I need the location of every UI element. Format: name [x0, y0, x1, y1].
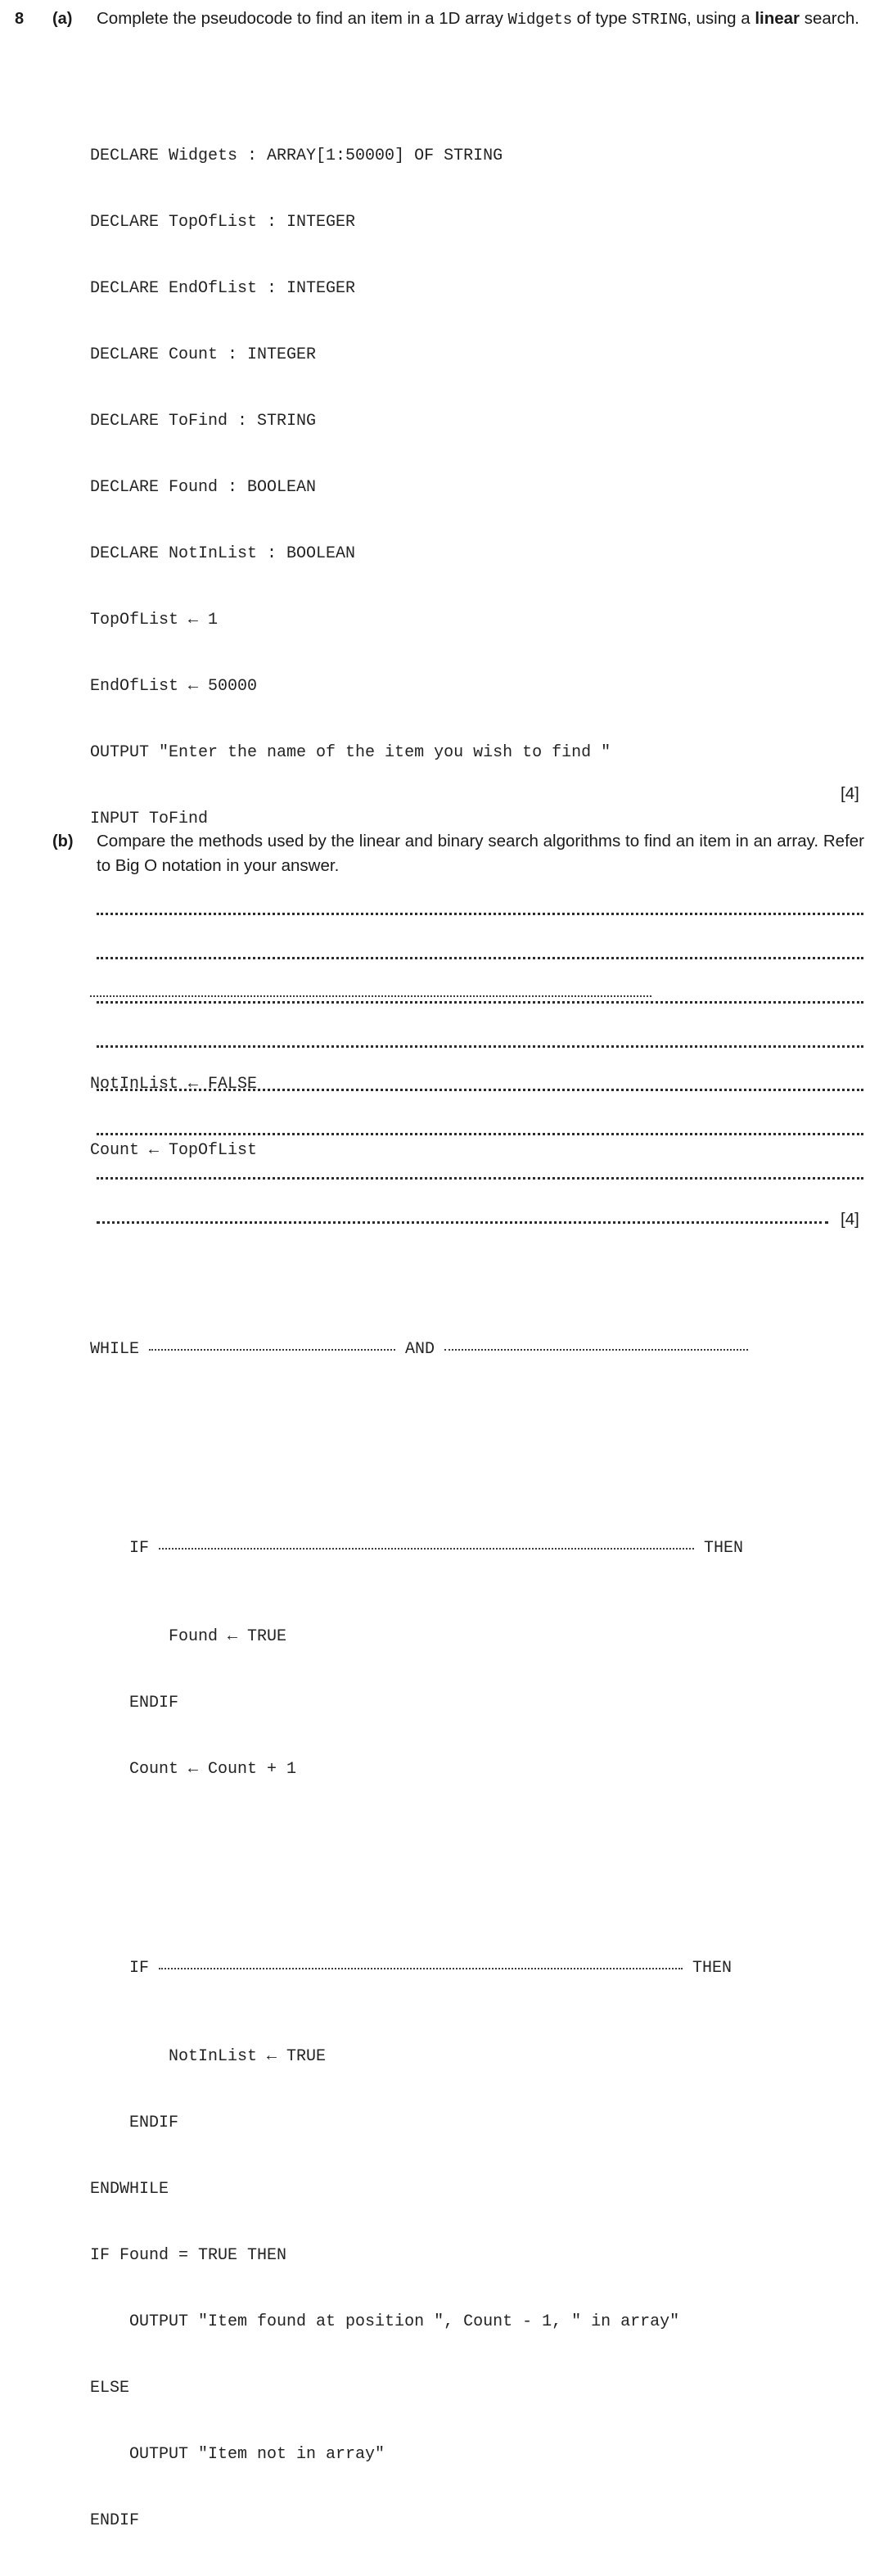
code-line: Count ← TopOfList [90, 1141, 258, 1160]
pseudocode-block [90, 79, 748, 2576]
code-line: Count ← Count + 1 [90, 1760, 297, 1779]
answer-line[interactable] [97, 913, 863, 915]
if-condition-row-2 [90, 1957, 748, 1979]
code-line: ENDIF [90, 2114, 179, 2132]
code-line: Found ← TRUE [90, 1627, 287, 1646]
code-line: ENDIF [90, 2511, 140, 2530]
data-type-code: STRING [631, 11, 687, 29]
code-spacer [90, 1228, 748, 1250]
code-line: DECLARE Found : BOOLEAN [90, 478, 317, 497]
part-b-question-text: Compare the methods used by the linear and binary search algorithms to find an item in an array. Refer to Big O notation in your answer. [97, 832, 864, 875]
while-condition-row [90, 1338, 748, 1360]
code-line: DECLARE ToFind : STRING [90, 412, 317, 431]
code-line: OUTPUT "Item not in array" [90, 2445, 385, 2464]
answer-blank-if-2[interactable] [159, 1968, 683, 1969]
answer-line[interactable] [97, 957, 863, 959]
code-line: ELSE [90, 2379, 130, 2398]
answer-line[interactable] [97, 1089, 863, 1091]
search-type-emphasis: linear [755, 9, 800, 28]
answer-line[interactable] [97, 1001, 863, 1004]
code-line: TopOfList ← 1 [90, 611, 219, 629]
code-line: DECLARE NotInList : BOOLEAN [90, 544, 356, 563]
answer-blank-while-2[interactable] [444, 1349, 748, 1351]
code-line: NotInList ← FALSE [90, 1075, 258, 1094]
and-keyword: AND [395, 1340, 445, 1359]
code-line: ENDIF [90, 1694, 179, 1712]
code-line: IF Found = TRUE THEN [90, 2246, 287, 2265]
code-spacer [90, 1427, 748, 1449]
answer-line[interactable] [97, 1045, 863, 1048]
part-a-marks: [4] [841, 784, 859, 803]
answer-blank-1[interactable] [90, 995, 651, 997]
if-condition-row-1 [90, 1537, 748, 1559]
code-line: DECLARE Count : INTEGER [90, 345, 317, 364]
part-b-label: (b) [52, 832, 74, 850]
part-a-text-segment-1: Complete the pseudocode to find an item in a 1D array [97, 9, 508, 28]
code-spacer [90, 918, 748, 941]
code-line: INPUT ToFind [90, 810, 209, 828]
answer-line[interactable] [97, 1177, 863, 1180]
code-line: ENDWHILE [90, 2180, 169, 2199]
code-spacer [90, 1847, 748, 1869]
then-keyword: THEN [694, 1539, 744, 1558]
code-line: DECLARE TopOfList : INTEGER [90, 213, 356, 232]
code-line: NotInList ← TRUE [90, 2047, 327, 2066]
part-a-label: (a) [52, 10, 73, 28]
part-a-text-segment-3: , using a [687, 9, 755, 28]
part-a-text-segment-4: search. [800, 9, 859, 28]
while-keyword: WHILE [90, 1340, 150, 1359]
code-line: EndOfList ← 50000 [90, 677, 258, 696]
if-keyword: IF [90, 1539, 160, 1558]
code-line: DECLARE EndOfList : INTEGER [90, 279, 356, 298]
code-line: OUTPUT "Item found at position ", Count - 1, " in array" [90, 2312, 680, 2331]
answer-line[interactable] [97, 1133, 863, 1135]
answer-blank-if-1[interactable] [159, 1548, 694, 1550]
array-name-code: Widgets [507, 11, 572, 29]
part-b-marks: [4] [841, 1210, 859, 1229]
code-line: DECLARE Widgets : ARRAY[1:50000] OF STRING [90, 147, 503, 165]
question-number: 8 [15, 10, 25, 28]
part-a-text-segment-2: of type [571, 9, 632, 28]
part-a-question-text [97, 7, 864, 32]
answer-blank-while-1[interactable] [149, 1349, 395, 1351]
if-keyword: IF [90, 1959, 160, 1978]
code-line: OUTPUT "Enter the name of the item you wish to find " [90, 743, 611, 762]
answer-line[interactable] [97, 1221, 828, 1224]
then-keyword: THEN [683, 1959, 732, 1978]
